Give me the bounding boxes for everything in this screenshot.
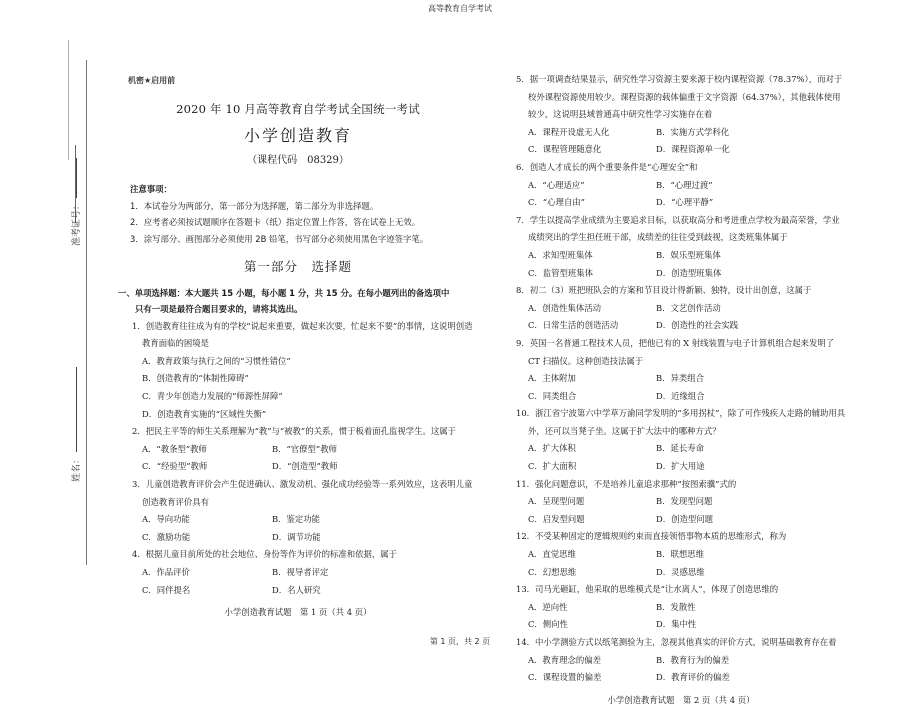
option-d[interactable]: D．“心理平静” (656, 197, 714, 208)
option-b[interactable]: B．发现型问题 (656, 496, 713, 507)
question-10 (516, 405, 846, 475)
question-5 (516, 71, 846, 159)
margin-line-binding (86, 60, 87, 565)
question-13 (516, 581, 846, 634)
question-options (516, 546, 846, 581)
option-b[interactable]: B．创造教育的“体制性障碍” (142, 373, 249, 384)
question-options (516, 124, 846, 159)
question-9 (516, 335, 846, 405)
question-1 (118, 318, 478, 424)
option-c[interactable]: C．同伴提名 (142, 584, 191, 595)
option-b[interactable]: B．文艺创作活动 (656, 302, 721, 313)
option-d[interactable]: D．名人研究 (272, 584, 321, 595)
option-b[interactable]: B．视导者评定 (272, 566, 329, 577)
option-c[interactable]: C．“经验型”教师 (142, 461, 208, 472)
option-c[interactable]: C．幻想思维 (528, 566, 577, 577)
option-a[interactable]: A．教育理念的偏差 (528, 654, 602, 665)
question-8 (516, 282, 846, 335)
option-b[interactable]: B．实施方式学科化 (656, 126, 730, 137)
question-3 (118, 476, 478, 546)
question-options (124, 564, 478, 599)
option-c[interactable]: C．课程设置的偏差 (528, 672, 602, 683)
exam-title: 2020 年 10 月高等教育自学考试全国统一考试 (176, 101, 420, 116)
name-field (69, 367, 82, 482)
notes-item: 2．应考者必须按试题顺序在答题卡（纸）指定位置上作答，答在试卷上无效。 (130, 217, 421, 228)
option-a[interactable]: A．呈现型问题 (528, 496, 585, 507)
option-d[interactable]: D．创造型问题 (656, 513, 713, 524)
subject-title: 小学创造教育 (243, 126, 352, 146)
question-6 (516, 159, 846, 212)
option-a[interactable]: A．课程开设虚无人化 (528, 126, 610, 137)
question-options (516, 247, 846, 282)
option-c[interactable]: C．扩大面积 (528, 461, 577, 472)
question-options (516, 440, 846, 475)
question-options (516, 599, 846, 634)
option-c[interactable]: C．侧向性 (528, 619, 568, 630)
question-stem: 7．学生以提高学业成绩为主要追求目标，以获取高分和考进重点学校为最高荣誉，学业成绩突出的学生担任班干部，成绩差的往往受到歧视，这类班集体属于 (516, 214, 840, 243)
question-options (124, 511, 478, 546)
option-a[interactable]: A．教育政策与执行之间的“习惯性错位” (142, 355, 291, 366)
option-d[interactable]: D．扩大用途 (656, 461, 705, 472)
option-a[interactable]: A．扩大体积 (528, 443, 576, 454)
notes-heading: 注意事项： (130, 184, 172, 195)
question-stem: 4．根据儿童目前所处的社会地位、身份等作为评价的标准和依据，属于 (132, 549, 397, 560)
option-b[interactable]: B．“官僚型”教师 (272, 443, 337, 454)
question-stem: 14．中小学测验方式以纸笔测验为主，忽视其他真实的评价方式，说明基础教育存在着 (516, 637, 837, 647)
question-stem: 1．创造教育往往成为有的学校“说起来重要，做起来次要，忙起来不要”的事情，这说明创造教育面临的困境是 (132, 320, 473, 349)
document-pagination: 第 1 页，共 2 页 (429, 637, 491, 646)
question-options (516, 300, 846, 335)
question-options (516, 177, 846, 212)
document-header: 高等教育自学考试 (428, 4, 492, 13)
section-instructions-line1: 一、单项选择题：本大题共 15 小题，每小题 1 分，共 15 分。在每小题列出的备选项中 (118, 287, 450, 298)
option-b[interactable]: B．联想思维 (656, 549, 705, 560)
option-c[interactable]: C．“心理自由” (528, 197, 585, 208)
option-a[interactable]: A．“教条型”教师 (142, 443, 207, 454)
question-2 (118, 423, 478, 476)
option-a[interactable]: A．导向功能 (142, 514, 190, 525)
admission-number-label: 准考证号： (72, 200, 82, 246)
notes-item: 1．本试卷分为两部分，第一部分为选择题，第二部分为非选择题。 (130, 200, 379, 211)
name-label: 姓名： (72, 454, 82, 482)
exam-page-1 (118, 72, 478, 622)
option-d[interactable]: D．课程资源单一化 (656, 144, 730, 155)
question-options (516, 493, 846, 528)
question-options (516, 370, 846, 405)
question-11 (516, 476, 846, 529)
option-c[interactable]: C．课程管理随意化 (528, 144, 602, 155)
question-stem: 8．初二（3）班把班队会的方案和节目设计得新颖、独特，设计出创意，这属于 (516, 285, 812, 296)
notes-item: 3．涂写部分、画图部分必须使用 2B 铅笔，书写部分必须使用黑色字迹签字笔。 (130, 233, 429, 244)
option-a[interactable]: A．“心理适应” (528, 179, 585, 190)
question-stem: 3．儿童创造教育评价会产生促进确认、激发动机、强化成功经验等一系列效应，这表明儿童创造教育评价具有 (132, 478, 473, 507)
question-stem: 2．把民主平等的师生关系理解为“教”与“被教”的关系，惯于板着面孔监视学生。这属于 (132, 426, 456, 437)
question-12 (516, 528, 846, 581)
course-code: （课程代码 08329） (247, 154, 349, 166)
part-title: 第一部分 选择题 (243, 259, 352, 274)
option-d[interactable]: D．调节功能 (272, 531, 321, 542)
option-b[interactable]: B．鉴定功能 (272, 514, 321, 525)
exam-notes (130, 181, 478, 247)
option-d[interactable]: D．创造型班集体 (656, 267, 722, 278)
margin-line-outer (68, 40, 69, 160)
option-c[interactable]: C．启发型问题 (528, 513, 585, 524)
question-stem: 11．强化问题意识，不是培养儿童追求那种“按图索骥”式的 (516, 478, 737, 489)
option-a[interactable]: A．直觉思维 (528, 549, 576, 560)
option-d[interactable]: D．集中性 (656, 619, 697, 630)
option-d[interactable]: D．近缘组合 (656, 390, 705, 401)
question-stem: 13．司马光砸缸，他采取的思维模式是“让水离人”，体现了创造思维的 (516, 584, 779, 595)
option-c[interactable]: C．激励功能 (142, 531, 191, 542)
question-4 (118, 546, 478, 599)
name-underline (76, 367, 77, 452)
option-a[interactable]: A．求知型班集体 (528, 249, 593, 260)
page-footer: 小学创造教育试题 第 2 页（共 4 页） (607, 694, 755, 705)
question-options (124, 353, 478, 423)
confidential-mark: 机密★启用前 (128, 76, 176, 85)
option-a[interactable]: A．主体附加 (528, 373, 576, 384)
section-instructions (118, 285, 478, 318)
option-c[interactable]: C．日常生活的创造活动 (528, 320, 619, 331)
option-b[interactable]: B．娱乐型班集体 (656, 249, 721, 260)
option-c[interactable]: C．监管型班集体 (528, 267, 594, 278)
option-a[interactable]: A．逆向性 (528, 601, 568, 612)
option-b[interactable]: B．异类组合 (656, 373, 705, 384)
question-7 (516, 212, 846, 282)
option-d[interactable]: D．“创造型”教师 (272, 461, 338, 472)
option-b[interactable]: B．教育行为的偏差 (656, 654, 730, 665)
question-options (124, 441, 478, 476)
question-options (516, 652, 846, 687)
option-d[interactable]: D．创造性的社会实践 (656, 320, 739, 331)
option-d[interactable]: D．创造教育实施的“区域性失衡” (142, 408, 267, 419)
page-footer: 小学创造教育试题 第 1 页（共 4 页） (224, 607, 372, 618)
question-stem: 5．据一项调查结果显示，研究性学习资源主要来源于校内课程资源（78.37%），而对于校外课程资源使用较少。课程资源的载体偏重于文字资源（64.37%），其他载体使用较少，这说明县域普通高中研究性学习实施存在着 (516, 74, 843, 120)
option-c[interactable]: C．青少年创造力发展的“师源性屏障” (142, 390, 283, 401)
admission-number-underline (76, 158, 77, 198)
option-c[interactable]: C．同类组合 (528, 390, 577, 401)
exam-page-2 (516, 71, 846, 709)
option-d[interactable]: D．教育评价的偏差 (656, 672, 730, 683)
question-stem: 6．创造人才成长的两个重要条件是“心理安全”和 (516, 161, 698, 172)
question-stem: 10．浙江省宁波第六中学草万渝同学发明的“多用拐杖”，除了可作残疾人走路的辅助用具外，还可以当凳子坐。这属于扩大法中的哪种方式？ (516, 408, 846, 436)
option-b[interactable]: B．延长寿命 (656, 443, 705, 454)
option-d[interactable]: D．灵感思维 (656, 566, 705, 577)
option-b[interactable]: B．“心理过渡” (656, 179, 713, 190)
question-stem: 12．不受某种固定的逻辑规则约束而直接领悟事物本质的思维形式，称为 (516, 531, 787, 542)
section-instructions-line2: 只有一项是最符合题目要求的，请将其选出。 (135, 304, 303, 315)
option-a[interactable]: A．创造性集体活动 (528, 302, 602, 313)
question-stem: 9．英国一名普通工程技术人员，把他已有的 X 射线装置与电子计算机组合起来发明了 CT 扫描仪。这种创造技法属于 (516, 337, 835, 366)
option-b[interactable]: B．发散性 (656, 601, 696, 612)
option-a[interactable]: A．作品评价 (142, 566, 190, 577)
admission-number-field (69, 158, 82, 246)
